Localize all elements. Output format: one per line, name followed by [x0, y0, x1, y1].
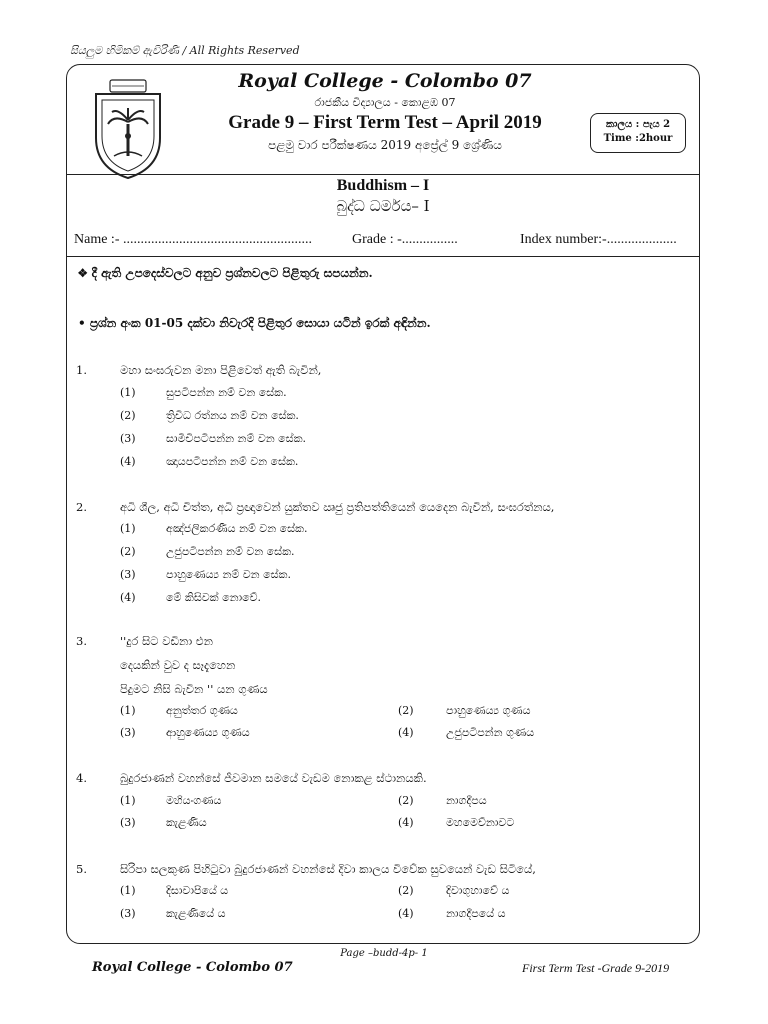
option-text[interactable]: අඤ්ජලිකරණීය නම් වන සේක.: [166, 522, 308, 535]
option-text[interactable]: උජුපටිපන්න ගුණය: [446, 726, 535, 739]
question-text: දෙයකින් වුව ද සෑදැහෙන: [120, 658, 236, 672]
info-divider: [67, 256, 699, 257]
question-text: ''දුර සිට වඩිනා එන: [120, 634, 213, 648]
option-number: (2): [398, 794, 414, 807]
grade-field[interactable]: Grade : -................: [352, 232, 458, 247]
option-number: (1): [120, 386, 136, 399]
question-number: 1.: [76, 363, 87, 377]
test-title: Grade 9 – First Term Test – April 2019: [228, 112, 542, 133]
option-number: (4): [398, 726, 414, 739]
option-text[interactable]: දිවාගුහාවේ ය: [446, 884, 510, 897]
question-number: 3.: [76, 634, 87, 648]
option-text[interactable]: මේ කිසිවක් නොවේ.: [166, 591, 262, 604]
question-text: මහා සංඝරුවන මනා පිළිවෙත් ඇති බැවින්,: [120, 363, 322, 377]
option-number: (3): [120, 907, 136, 920]
subject-title: Buddhism – I: [336, 177, 430, 194]
option-number: (2): [120, 409, 136, 422]
option-number: (2): [120, 545, 136, 558]
time-label-sinhala: කාලය : පැය 2: [605, 119, 671, 130]
header-divider: [67, 174, 699, 175]
option-text[interactable]: ආහුණෙය්‍ය ගුණය: [166, 726, 250, 739]
footer-test-info: First Term Test -Grade 9-2019: [522, 961, 670, 975]
question-number: 4.: [76, 771, 87, 785]
option-text[interactable]: කැළණියේ ය: [166, 907, 226, 920]
option-number: (4): [398, 816, 414, 829]
option-number: (4): [120, 455, 136, 468]
option-text[interactable]: සාමීචිපටිපන්න නම් වන සේක.: [166, 432, 307, 445]
question-text: පිදුමට නිසි බැවින '' යන ගුණය: [120, 682, 268, 696]
sub-instruction: • ප්‍රශ්න අංක 01-05 දක්වා නිවැරදි පිළිතුර සොයා යටින් ඉරක් අඳින්න.: [78, 316, 431, 330]
question-number: 5.: [76, 862, 87, 876]
option-number: (2): [398, 704, 414, 717]
time-box: [590, 113, 686, 153]
option-number: (1): [120, 522, 136, 535]
option-text[interactable]: දිසාවාපියේ ය: [166, 884, 229, 897]
option-text[interactable]: අනුත්තර ගුණය: [166, 704, 238, 717]
question-text: බුදුරජාණන් වහන්සේ ජීවමාන සමයේ වැඩම නොකළ ස්ථානයකි.: [120, 771, 427, 785]
main-instruction: ❖ දී ඇති උපදෙස්වලට අනුව ප්‍රශ්නවලට පිළිතුරු සපයන්න.: [78, 266, 373, 280]
option-text[interactable]: ත්‍රිවිධ රත්නය නම් වන සේක.: [166, 409, 299, 422]
name-field[interactable]: Name :- ......................................................: [74, 232, 312, 247]
option-number: (4): [398, 907, 414, 920]
option-number: (1): [120, 704, 136, 717]
page-number: Page –budd-4p- 1: [340, 948, 428, 959]
rights-notice: සියලුම හිමිකම් ඇවිරිණි / All Rights Reserved: [70, 44, 300, 57]
question-text: අධි ශීල, අධි චිත්ත, අධි ප්‍රඥාවෙන් යුක්තව ඍජු ප්‍රතිපත්තියෙන් යෙදෙන බැවින්, සංඝරත්නය,: [120, 500, 555, 514]
option-number: (3): [120, 432, 136, 445]
option-text[interactable]: උජුපටිපන්න නම් වන සේක.: [166, 545, 295, 558]
option-text[interactable]: මහමෙව්නාවට: [446, 816, 515, 829]
option-text[interactable]: පාහුණෙය්‍ය නම් වන සේක.: [166, 568, 291, 581]
option-text[interactable]: සුපටිපන්න නම් වන සේක.: [166, 386, 287, 399]
test-title-sinhala: පළමු වාර පරීක්ෂණය 2019 අප්‍රේල් 9 ශ්‍රේණිය: [268, 138, 502, 152]
subject-title-sinhala: බුද්ධ ධර්මය– I: [336, 197, 430, 215]
footer-college: Royal College - Colombo 07: [92, 960, 293, 975]
option-text[interactable]: පාහුණෙය්‍ය ගුණය: [446, 704, 531, 717]
option-number: (3): [120, 816, 136, 829]
index-number-field[interactable]: Index number:-....................: [520, 232, 677, 247]
question-text: සිරිපා සලකුණ පිහිටුවා බුදුරජාණන් වහන්සේ දිවා කාලය විවේක සුවයෙන් වැඩ සිටියේ,: [120, 862, 536, 876]
option-number: (2): [398, 884, 414, 897]
option-number: (4): [120, 591, 136, 604]
college-crest-logo: [88, 76, 168, 180]
question-number: 2.: [76, 500, 87, 514]
option-text[interactable]: මහියංගණය: [166, 794, 222, 807]
option-text[interactable]: ඤායපටිපන්න නම් වන සේක.: [166, 455, 299, 468]
option-text[interactable]: නාගදීපය: [446, 794, 487, 807]
option-number: (1): [120, 794, 136, 807]
option-number: (1): [120, 884, 136, 897]
college-title-sinhala: රාජකීය විද්‍යාලය - කොළඹ 07: [314, 96, 456, 109]
option-number: (3): [120, 726, 136, 739]
option-text[interactable]: කැළණිය: [166, 816, 207, 829]
time-label: Time :2hour: [603, 133, 673, 144]
option-text[interactable]: නාගදීපයේ ය: [446, 907, 506, 920]
college-title: Royal College - Colombo 07: [238, 70, 532, 92]
option-number: (3): [120, 568, 136, 581]
